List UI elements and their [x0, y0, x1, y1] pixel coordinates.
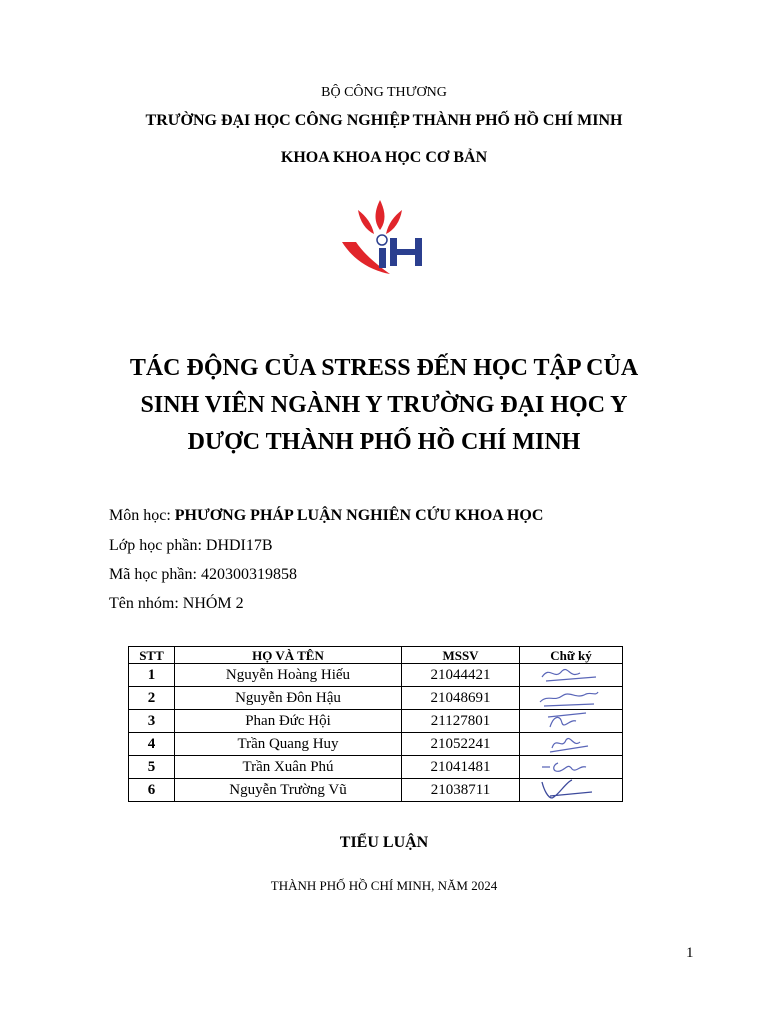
header-stt: STT	[129, 647, 175, 664]
row-name: Nguyễn Đôn Hậu	[175, 687, 402, 710]
page-number: 1	[686, 945, 694, 961]
row-mssv: 21127801	[402, 710, 520, 733]
row-signature	[520, 779, 623, 802]
row-mssv: 21038711	[402, 779, 520, 802]
university-name: TRƯỜNG ĐẠI HỌC CÔNG NGHIỆP THÀNH PHỐ HỒ CHÍ MINH	[145, 112, 623, 129]
title-line-2: SINH VIÊN NGÀNH Y TRƯỜNG ĐẠI HỌC Y	[140, 392, 628, 418]
row-name: Trần Quang Huy	[175, 733, 402, 756]
row-mssv: 21052241	[402, 733, 520, 756]
subject-label: Môn học:	[109, 507, 175, 524]
member-table	[128, 646, 623, 802]
title-line-1: TÁC ĐỘNG CỦA STRESS ĐẾN HỌC TẬP CỦA	[129, 355, 639, 381]
iuh-logo-icon	[336, 198, 436, 278]
subject-line	[109, 507, 543, 525]
row-name: Nguyễn Trường Vũ	[175, 779, 402, 802]
row-name: Trần Xuân Phú	[175, 756, 402, 779]
document-type: TIỂU LUẬN	[339, 834, 429, 851]
row-mssv: 21048691	[402, 687, 520, 710]
row-stt: 6	[129, 779, 175, 802]
faculty-name: KHOA KHOA HỌC CƠ BẢN	[280, 149, 488, 166]
header-mssv: MSSV	[402, 647, 520, 664]
group-line: Tên nhóm: NHÓM 2	[109, 595, 244, 612]
header-name: HỌ VÀ TÊN	[175, 647, 402, 664]
row-stt: 3	[129, 710, 175, 733]
signature-icon	[536, 776, 602, 802]
row-stt: 5	[129, 756, 175, 779]
essay-title	[0, 350, 768, 461]
header-signature: Chữ ký	[520, 647, 623, 664]
row-stt: 2	[129, 687, 175, 710]
row-stt: 4	[129, 733, 175, 756]
subject-value: PHƯƠNG PHÁP LUẬN NGHIÊN CỨU KHOA HỌC	[174, 507, 544, 524]
row-stt: 1	[129, 664, 175, 687]
row-mssv: 21041481	[402, 756, 520, 779]
place-date: THÀNH PHỐ HỒ CHÍ MINH, NĂM 2024	[270, 878, 498, 893]
course-code-line: Mã học phần: 420300319858	[109, 566, 297, 583]
table-row	[129, 779, 623, 802]
row-name: Nguyễn Hoàng Hiếu	[175, 664, 402, 687]
row-name: Phan Đức Hội	[175, 710, 402, 733]
ministry-name: BỘ CÔNG THƯƠNG	[321, 85, 447, 100]
title-line-3: DƯỢC THÀNH PHỐ HỒ CHÍ MINH	[187, 429, 581, 455]
row-mssv: 21044421	[402, 664, 520, 687]
class-line: Lớp học phần: DHDI17B	[109, 537, 273, 554]
